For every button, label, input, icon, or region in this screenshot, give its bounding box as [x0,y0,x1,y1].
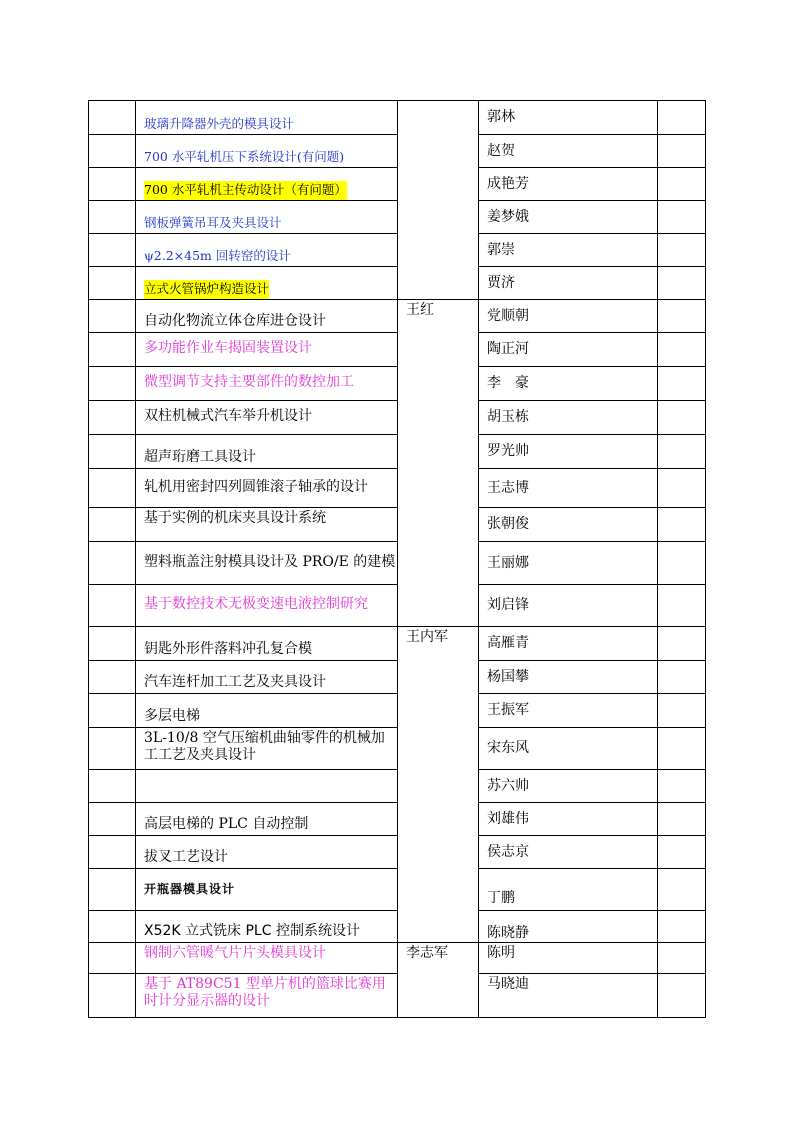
table-row [89,627,706,661]
title-cell: 多层电梯 [136,694,398,728]
index-cell [89,300,136,333]
title-cell: 基于实例的机床夹具设计系统 [136,508,398,542]
student-cell: 马晓迪 [479,974,658,1018]
supervisor-cell: 王内军 [398,627,479,943]
remark-cell [658,333,706,367]
title-cell: 拔叉工艺设计 [136,836,398,869]
table-row [89,168,706,201]
title-cell: 多功能作业车揭固装置设计 [136,333,398,367]
remark-cell [658,803,706,836]
index-cell [89,728,136,770]
table-row [89,300,706,333]
student-cell: 姜梦娥 [479,201,658,234]
student-cell: 丁鹏 [479,869,658,911]
index-cell [89,661,136,694]
supervisor-cell: 王红 [398,300,479,627]
title-cell: 700 水平轧机主传动设计（有问题） [136,168,398,201]
table-row [89,542,706,585]
table-row [89,836,706,869]
index-cell [89,803,136,836]
title-cell: 微型调节支持主要部件的数控加工 [136,367,398,401]
index-cell [89,401,136,435]
title-cell: 高层电梯的 PLC 自动控制 [136,803,398,836]
student-cell: 宋东风 [479,728,658,770]
remark-cell [658,135,706,168]
remark-cell [658,943,706,974]
remark-cell [658,101,706,135]
remark-cell [658,542,706,585]
index-cell [89,542,136,585]
student-cell: 赵贺 [479,135,658,168]
remark-cell [658,168,706,201]
remark-cell [658,469,706,508]
table-row [89,267,706,300]
title-cell: 玻璃升降器外壳的模具设计 [136,101,398,135]
remark-cell [658,401,706,435]
index-cell [89,694,136,728]
student-cell: 刘雄伟 [479,803,658,836]
title-cell: 700 水平轧机压下系统设计(有问题) [136,135,398,168]
table-row [89,803,706,836]
remark-cell [658,234,706,267]
remark-cell [658,974,706,1018]
student-cell: 苏六帅 [479,770,658,803]
remark-cell [658,300,706,333]
index-cell [89,367,136,401]
remark-cell [658,435,706,469]
title-cell: 自动化物流立体仓库进仓设计 [136,300,398,333]
student-cell: 王丽娜 [479,542,658,585]
table-row [89,770,706,803]
index-cell [89,508,136,542]
table-row [89,367,706,401]
table-row [89,201,706,234]
index-cell [89,267,136,300]
table-row [89,728,706,770]
title-cell: 轧机用密封四列圆锥滚子轴承的设计 [136,469,398,508]
student-cell: 贾济 [479,267,658,300]
table-row [89,974,706,1018]
index-cell [89,627,136,661]
index-cell [89,101,136,135]
remark-cell [658,201,706,234]
student-cell: 张朝俊 [479,508,658,542]
title-cell: 立式火管锅炉构造设计 [136,267,398,300]
title-cell: 3L-10/8 空气压缩机曲轴零件的机械加工工艺及夹具设计 [136,728,398,770]
remark-cell [658,694,706,728]
title-cell: 超声珩磨工具设计 [136,435,398,469]
table-row [89,401,706,435]
index-cell [89,943,136,974]
table-row [89,234,706,267]
project-assignment-table [88,100,706,1018]
remark-cell [658,267,706,300]
title-cell: X52K 立式铣床 PLC 控制系统设计 [136,911,398,943]
remark-cell [658,911,706,943]
table-row [89,101,706,135]
title-cell: 钥匙外形件落料冲孔复合模 [136,627,398,661]
student-cell: 李 豪 [479,367,658,401]
student-cell: 杨国攀 [479,661,658,694]
student-cell: 高雁青 [479,627,658,661]
title-cell: 塑料瓶盖注射模具设计及 PRO/E 的建模 [136,542,398,585]
remark-cell [658,627,706,661]
student-cell: 胡玉栋 [479,401,658,435]
remark-cell [658,728,706,770]
index-cell [89,435,136,469]
table-row [89,661,706,694]
title-cell: 双柱机械式汽车举升机设计 [136,401,398,435]
student-cell: 成艳芳 [479,168,658,201]
index-cell [89,135,136,168]
table-row [89,508,706,542]
student-cell: 郭崇 [479,234,658,267]
student-cell: 刘启锋 [479,585,658,627]
table-row [89,135,706,168]
supervisor-cell [398,101,479,300]
title-cell: 汽车连杆加工工艺及夹具设计 [136,661,398,694]
title-cell: ψ2.2×45m 回转窑的设计 [136,234,398,267]
index-cell [89,234,136,267]
remark-cell [658,770,706,803]
index-cell [89,168,136,201]
table-row [89,869,706,911]
index-cell [89,869,136,911]
student-cell: 党顺朝 [479,300,658,333]
title-cell: 开瓶器模具设计 [136,869,398,911]
table-row [89,333,706,367]
remark-cell [658,585,706,627]
index-cell [89,974,136,1018]
index-cell [89,469,136,508]
index-cell [89,201,136,234]
remark-cell [658,367,706,401]
student-cell: 郭林 [479,101,658,135]
table-row [89,435,706,469]
index-cell [89,911,136,943]
supervisor-cell: 李志军 [398,943,479,1018]
remark-cell [658,508,706,542]
table-row [89,943,706,974]
table-row [89,469,706,508]
student-cell: 陈晓静 [479,911,658,943]
title-cell: 基于 AT89C51 型单片机的篮球比赛用时计分显示器的设计 [136,974,398,1018]
table-row [89,911,706,943]
index-cell [89,770,136,803]
index-cell [89,585,136,627]
student-cell: 陈明 [479,943,658,974]
index-cell [89,836,136,869]
title-cell [136,770,398,803]
student-cell: 王振军 [479,694,658,728]
index-cell [89,333,136,367]
remark-cell [658,869,706,911]
student-cell: 罗光帅 [479,435,658,469]
title-cell: 基于数控技术无极变速电液控制研究 [136,585,398,627]
student-cell: 侯志京 [479,836,658,869]
title-cell: 钢板弹簧吊耳及夹具设计 [136,201,398,234]
table-row [89,694,706,728]
student-cell: 陶正河 [479,333,658,367]
remark-cell [658,836,706,869]
table-row [89,585,706,627]
student-cell: 王志博 [479,469,658,508]
title-cell: 钢制六管暖气片片头模具设计 [136,943,398,974]
remark-cell [658,661,706,694]
